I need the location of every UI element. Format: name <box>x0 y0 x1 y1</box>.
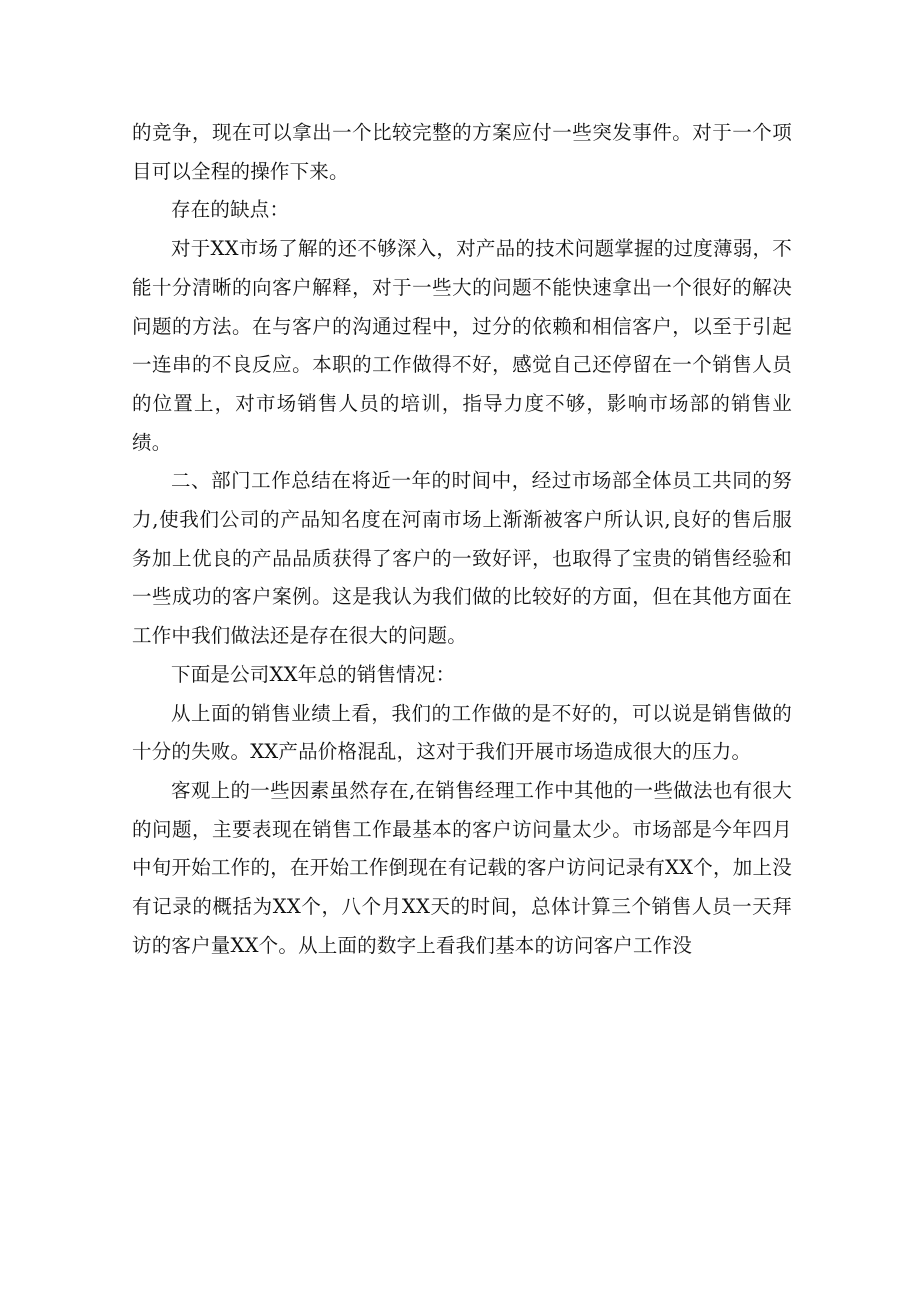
paragraph-sales-overview-heading: 下面是公司XX年总的销售情况： <box>171 662 456 686</box>
paragraph-department-summary: 二、部门工作总结在将近一年的时间中，经过市场部全体员工共同的努力,使我们公司的产品知名度在河南市场上渐渐被客户所认识,良好的售后服务加上优良的产品品质获得了客户的一致好评，也取得了宝贵的销售经验和一些成功的客户案例。这是我认为我们做的比较好的方面，但在其他方面在工作中我们做法还是存在很大的问题。 <box>132 469 792 648</box>
paragraph-shortcomings-heading: 存在的缺点： <box>171 198 290 222</box>
document-body <box>132 114 792 965</box>
paragraph-sales-performance: 从上面的销售业绩上看，我们的工作做的是不好的，可以说是销售做的十分的失败。XX产品价格混乱，这对于我们开展市场造成很大的压力。 <box>132 701 792 764</box>
paragraph-shortcomings-detail: 对于XX市场了解的还不够深入，对产品的技术问题掌握的过度薄弱，不能十分清晰的向客户解释，对于一些大的问题不能快速拿出一个很好的解决问题的方法。在与客户的沟通过程中，过分的依赖和相信客户，以至于引起一连串的不良反应。本职的工作做得不好，感觉自己还停留在一个销售人员的位置上，对市场销售人员的培训，指导力度不够，影响市场部的销售业绩。 <box>132 237 792 454</box>
paragraph-competition-plan: 的竞争，现在可以拿出一个比较完整的方案应付一些突发事件。对于一个项目可以全程的操作下来。 <box>132 121 792 183</box>
paragraph-visit-volume: 客观上的一些因素虽然存在,在销售经理工作中其他的一些做法也有很大的问题，主要表现在销售工作最基本的客户访问量太少。市场部是今年四月中旬开始工作的，在开始工作倒现在有记载的客户访问记录有XX个，加上没有记录的概括为XX个，八个月XX天的时间，总体计算三个销售人员一天拜访的客户量XX个。从上面的数字上看我们基本的访问客户工作没 <box>132 778 792 957</box>
